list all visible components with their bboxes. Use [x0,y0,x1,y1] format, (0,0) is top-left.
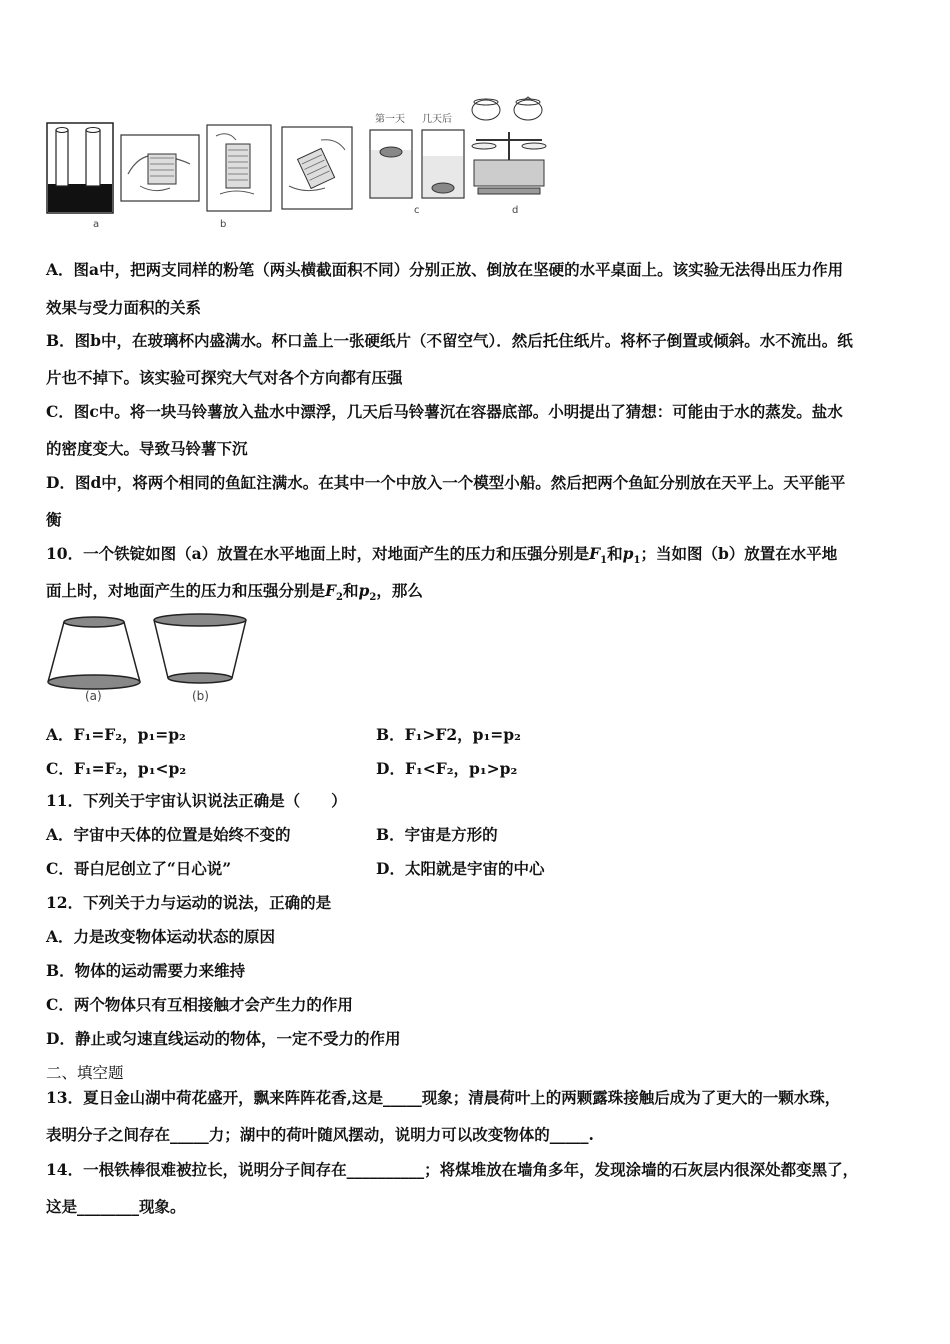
q11-option-c: C．哥白尼创立了“日心说” [46,859,232,878]
q10-option-d: D．F₁<F₂，p₁>p₂ [376,759,518,778]
q12-option-c: C．两个物体只有互相接触才会产生力的作用 [46,995,353,1014]
q9-option-a-line1: A．图a中，把两支同样的粉笔（两头横截面积不同）分别正放、倒放在坚硬的水平桌面上。该实验无法得出压力作用 [46,260,844,279]
q9-option-b-line2: 片也不掉下。该实验可探究大气对各个方向都有压强 [46,368,403,387]
q10-figure-b-label: (b) [192,689,209,703]
figure-c-label-later: 几天后 [422,114,452,125]
figure-c [368,124,468,202]
figure-d [466,96,548,202]
q11-option-b: B．宇宙是方形的 [376,825,498,844]
figure-b-1 [120,134,200,202]
q9-option-d-line2: 衡 [46,510,62,529]
q9-option-b-line1: B．图b中，在玻璃杯内盛满水。杯口盖上一张硬纸片（不留空气）．然后托住纸片。将杯子倒置或倾斜。水不流出。纸 [46,331,853,350]
q9-option-c-line2: 的密度变大。导致马铃薯下沉 [46,439,248,458]
q10-stem-line2: 面上时，对地面产生的压力和压强分别是$F_2$和$p_2$，那么 [46,581,423,604]
q10-figure-a-label: (a) [85,689,102,703]
q12-option-d: D．静止或匀速直线运动的物体，一定不受力的作用 [46,1029,401,1048]
figure-b-2 [206,124,272,212]
figure-caption-c: c [414,205,420,216]
q12-option-a: A．力是改变物体运动状态的原因 [46,927,276,946]
section-heading: 二、填空题 [46,1064,124,1082]
q11-option-a: A．宇宙中天体的位置是始终不变的 [46,825,291,844]
figure-caption-a: a [93,219,100,230]
figure-caption-b: b [220,219,227,230]
q9-option-c-line1: C．图c中。将一块马铃薯放入盐水中漂浮，几天后马铃薯沉在容器底部。小明提出了猜想：可能由于水的蒸发。盐水 [46,402,843,421]
q12-option-b: B．物体的运动需要力来维持 [46,961,246,980]
q14-line2: 这是________现象。 [46,1197,186,1216]
q11-option-d: D．太阳就是宇宙的中心 [376,859,545,878]
figure-c-label-day1: 第一天 [375,114,405,125]
q14-line1: 14．一根铁棒很难被拉长，说明分子间存在__________；将煤堆放在墙角多年，发现涂墙的石灰层内很深处都变黑了， [46,1160,859,1179]
figure-b-3 [281,126,353,210]
q10-stem-line1: 10．一个铁锭如图（a）放置在水平地面上时，对地面产生的压力和压强分别是$F_1$和$p_1$；当如图（b）放置在水平地 [46,544,838,567]
q9-option-a-line2: 效果与受力面积的关系 [46,298,202,317]
q10-option-a: A．F₁=F₂，p₁=p₂ [46,725,186,744]
q11-stem: 11．下列关于宇宙认识说法正确是（ ） [46,791,347,810]
figure-caption-d: d [512,205,519,216]
q10-option-b: B．F₁>F2，p₁=p₂ [376,725,521,744]
q9-option-d-line1: D．图d中，将两个相同的鱼缸注满水。在其中一个中放入一个模型小船。然后把两个鱼缸分别放在天平上。天平能平 [46,473,846,492]
q13-line1: 13．夏日金山湖中荷花盛开，飘来阵阵花香,这是_____现象；清晨荷叶上的两颗露珠接触后成为了更大的一颗水珠， [46,1088,841,1107]
q12-stem: 12．下列关于力与运动的说法，正确的是 [46,893,332,912]
q10-figure-b [150,612,250,696]
q10-option-c: C．F₁=F₂，p₁<p₂ [46,759,187,778]
q13-line2: 表明分子之间存在_____力；湖中的荷叶随风摆动，说明力可以改变物体的_____. [46,1125,594,1144]
figure-a [46,122,114,214]
